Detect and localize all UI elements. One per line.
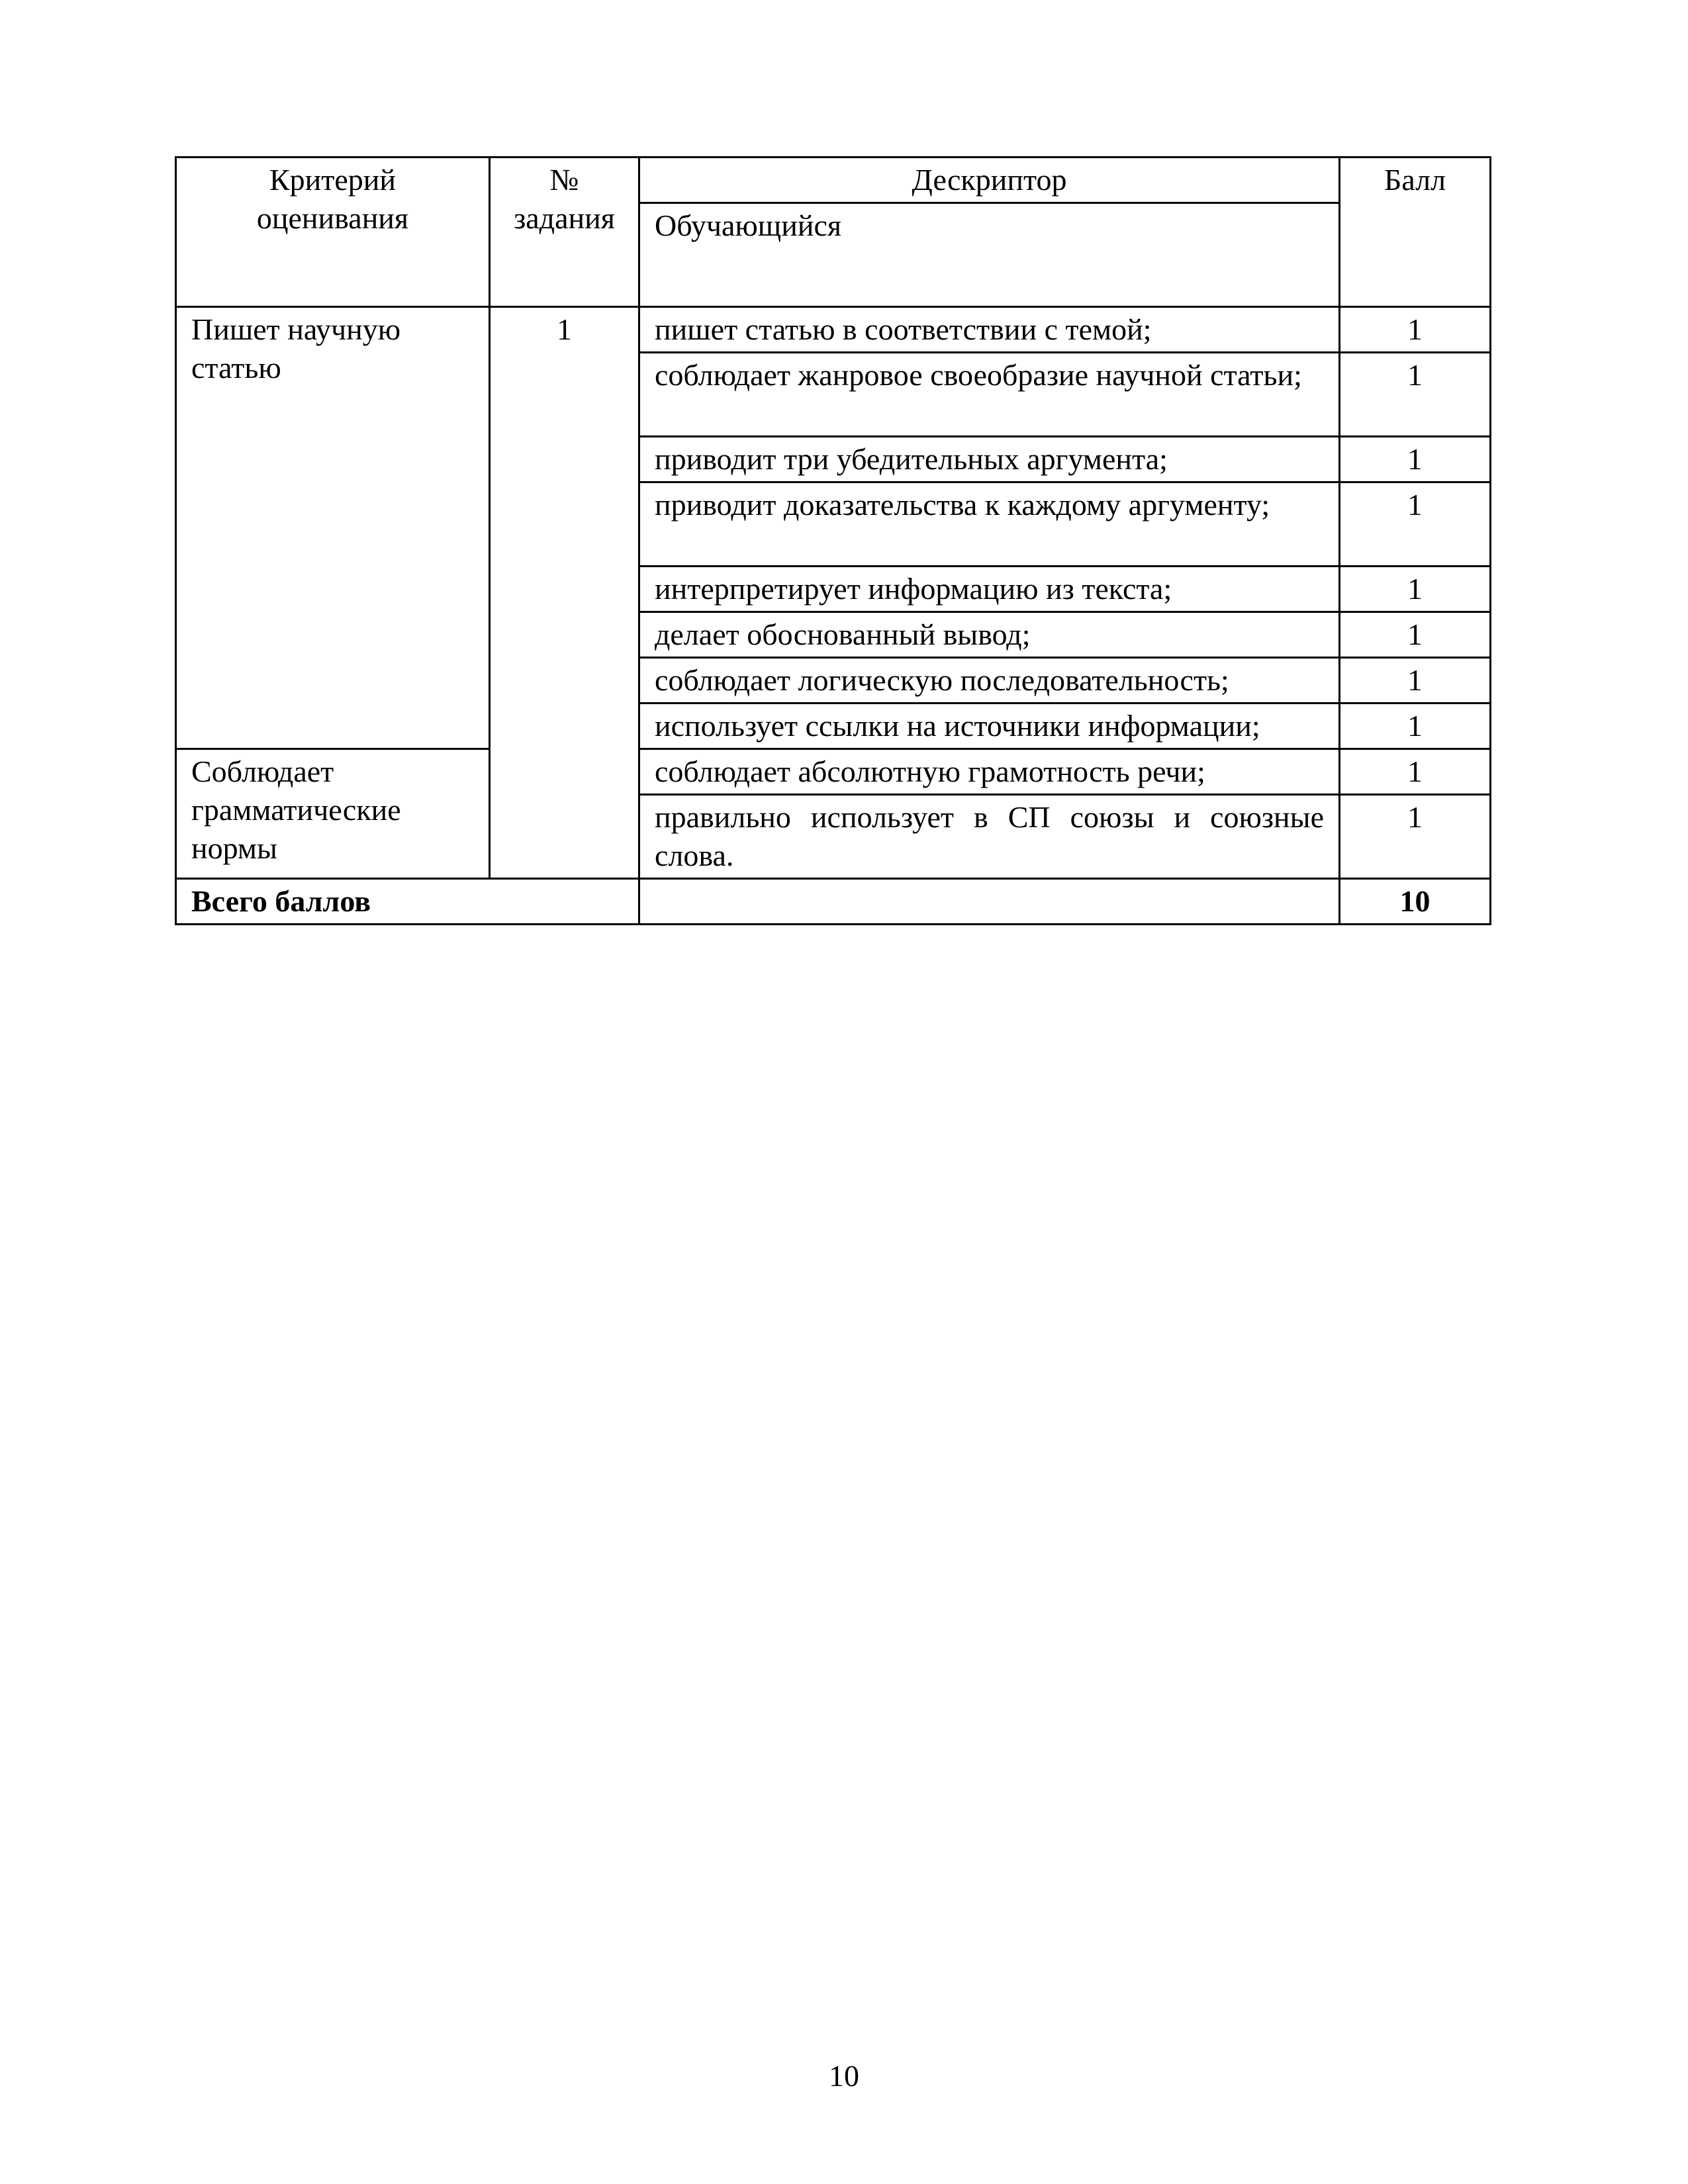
score-cell: 1 (1340, 482, 1491, 567)
total-empty-cell (639, 879, 1340, 925)
descriptor-cell: соблюдает абсолютную грамотность речи; (639, 749, 1340, 795)
score-cell: 1 (1340, 612, 1491, 658)
descriptor-cell: делает обоснованный вывод; (639, 612, 1340, 658)
task-number-cell: 1 (490, 307, 639, 879)
header-score: Балл (1340, 158, 1491, 307)
page-number: 10 (829, 2059, 859, 2093)
total-row (176, 879, 1491, 925)
score-cell: 1 (1340, 353, 1491, 437)
assessment-rubric-table (175, 156, 1491, 925)
criterion-writes-article: Пишет научную статью (176, 307, 490, 749)
score-cell: 1 (1340, 795, 1491, 879)
table-header-row (176, 158, 1491, 203)
score-cell: 1 (1340, 307, 1491, 353)
table-row (176, 307, 1491, 353)
header-descriptor: Дескриптор (639, 158, 1340, 203)
descriptor-cell: пишет статью в соответствии с темой; (639, 307, 1340, 353)
descriptor-cell: приводит доказательства к каждому аргументу; (639, 482, 1340, 567)
header-learner: Обучающийся (639, 203, 1340, 307)
descriptor-cell: правильно использует в СП союзы и союзные слова. (639, 795, 1340, 879)
descriptor-cell: использует ссылки на источники информации; (639, 704, 1340, 749)
descriptor-cell: соблюдает логическую последовательность; (639, 658, 1340, 704)
total-score: 10 (1340, 879, 1491, 925)
descriptor-cell: интерпретирует информацию из текста; (639, 567, 1340, 612)
score-cell: 1 (1340, 567, 1491, 612)
score-cell: 1 (1340, 658, 1491, 704)
table-row (176, 749, 1491, 795)
header-task-number: № задания (490, 158, 639, 307)
header-criterion: Критерий оценивания (176, 158, 490, 307)
criterion-grammar-norms: Соблюдает грамматические нормы (176, 749, 490, 879)
total-label: Всего баллов (176, 879, 639, 925)
descriptor-cell: приводит три убедительных аргумента; (639, 437, 1340, 482)
score-cell: 1 (1340, 704, 1491, 749)
score-cell: 1 (1340, 749, 1491, 795)
score-cell: 1 (1340, 437, 1491, 482)
descriptor-cell: соблюдает жанровое своеобразие научной статьи; (639, 353, 1340, 437)
